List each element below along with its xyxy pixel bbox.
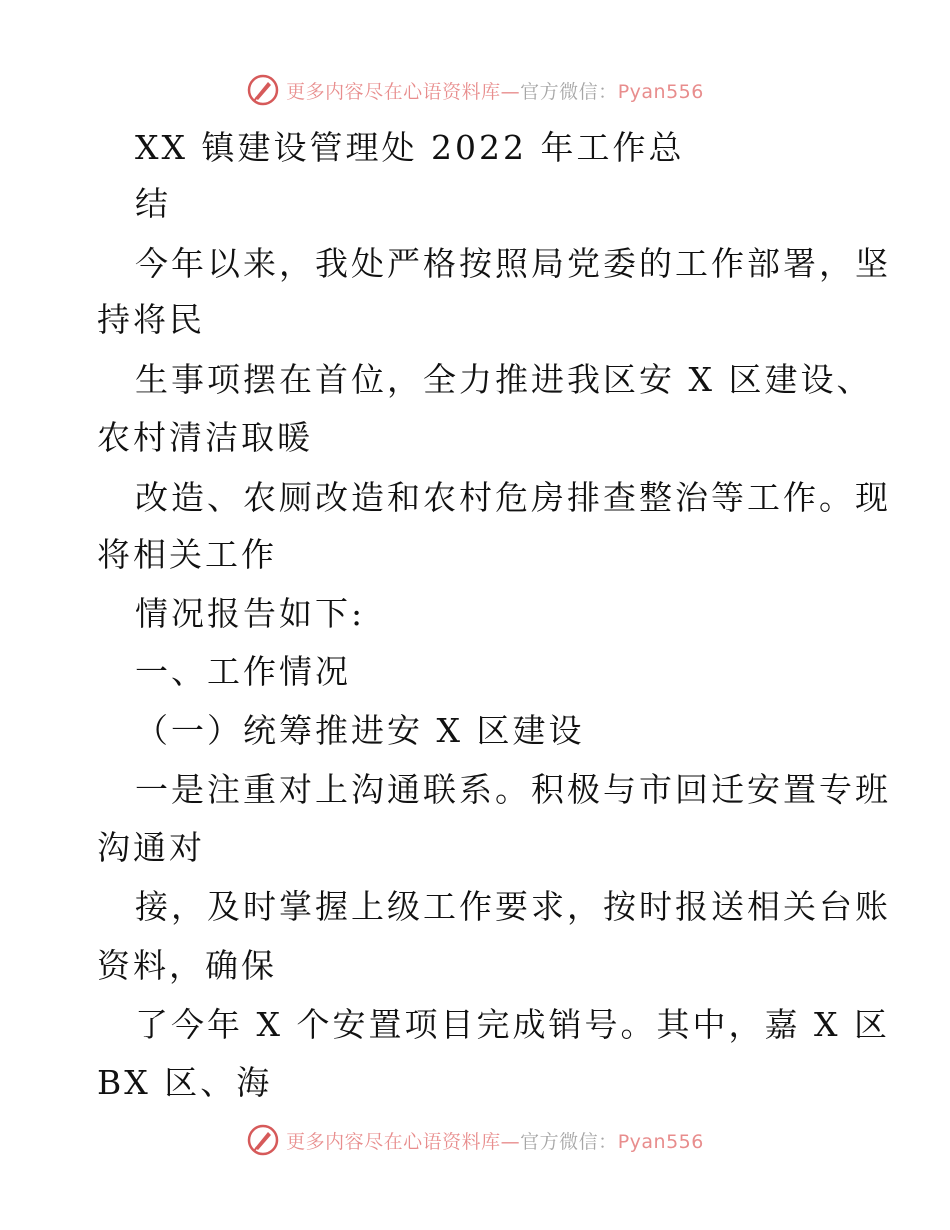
body-line: BX 区、海 [97, 1063, 273, 1102]
body-line: 改造、农厕改造和农村危房排查整治等工作。现 [135, 478, 891, 517]
body-line: 接，及时掌握上级工作要求，按时报送相关台账 [135, 887, 891, 926]
watermark-main: 更多内容尽在心语资料库 [286, 1130, 501, 1153]
watermark-wechat-label: 官方微信： [520, 1130, 618, 1153]
body-line: 情况报告如下: [135, 594, 366, 633]
watermark-separator: — [500, 80, 521, 103]
watermark-wechat-id: Pyan556 [617, 1130, 704, 1153]
body-line: 资料，确保 [97, 946, 277, 985]
watermark-wechat-label: 官方微信： [520, 80, 618, 103]
section-heading: 一、工作情况 [135, 652, 351, 691]
quill-pen-logo-icon [246, 1123, 280, 1157]
body-line: 将相关工作 [97, 535, 277, 574]
body-line: 沟通对 [97, 828, 205, 867]
watermark-separator: — [500, 1130, 521, 1153]
quill-pen-logo-icon [246, 73, 280, 107]
watermark-text [286, 1127, 704, 1154]
watermark-header [0, 70, 950, 110]
body-line: 了今年 X 个安置项目完成销号。其中，嘉 X 区 [135, 1005, 890, 1044]
body-line: 农村清洁取暖 [97, 418, 313, 457]
body-line: 一是注重对上沟通联系。积极与市回迁安置专班 [135, 770, 891, 809]
subsection-heading: （一）统筹推进安 X 区建设 [135, 711, 585, 750]
document-title-line-2: 结 [135, 184, 171, 223]
watermark-main: 更多内容尽在心语资料库 [286, 80, 501, 103]
body-line: 生事项摆在首位，全力推进我区安 X 区建设、 [135, 360, 873, 399]
watermark-footer [0, 1120, 950, 1160]
body-line: 持将民 [97, 300, 205, 339]
watermark-text [286, 77, 704, 104]
watermark-wechat-id: Pyan556 [617, 80, 704, 103]
body-line: 今年以来，我处严格按照局党委的工作部署，坚 [135, 244, 891, 283]
document-title-line-1: XX 镇建设管理处 2022 年工作总 [135, 128, 685, 167]
